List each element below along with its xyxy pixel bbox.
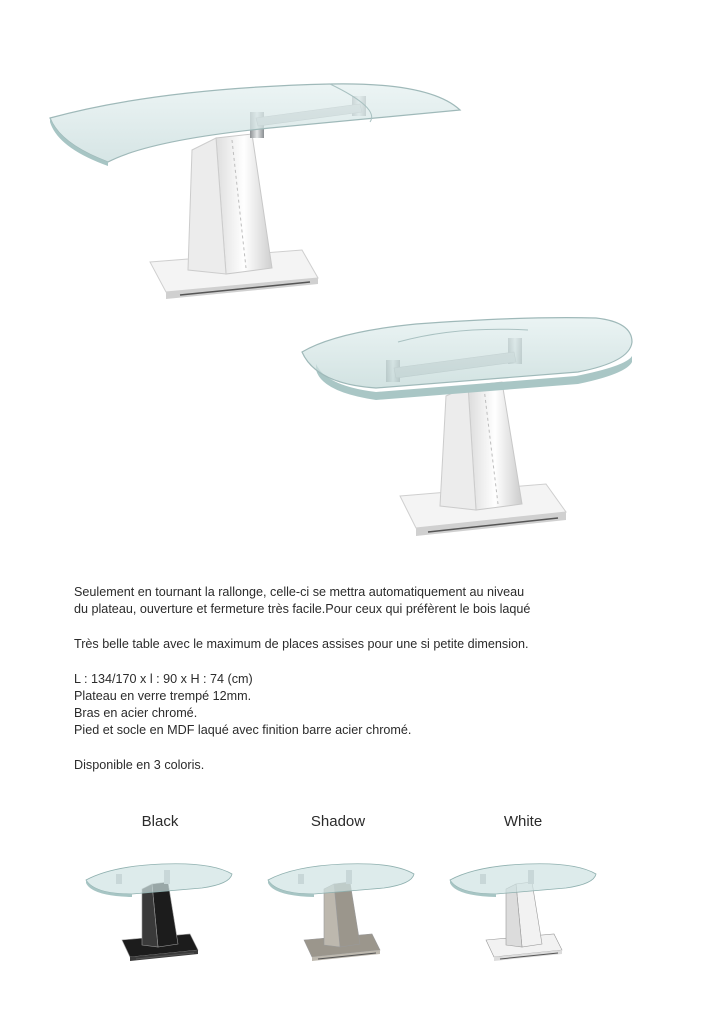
table-image-extended (296, 312, 646, 552)
color-label-white: White (503, 813, 543, 830)
description-line-1: Seulement en tournant la rallonge, celle-ci se mettra automatiquement au niveau (74, 585, 525, 599)
dimensions-text: L : 134/170 x l : 90 x H : 74 (cm) (74, 672, 253, 686)
color-thumbnail-black (82, 858, 240, 968)
table-image-closed (40, 78, 470, 318)
description-line-3: Très belle table avec le maximum de places assises pour une si petite dimension. (74, 637, 529, 651)
product-description (74, 584, 674, 774)
color-thumbnail-shadow (264, 858, 422, 968)
availability-text: Disponible en 3 coloris. (74, 758, 205, 772)
color-label-black: Black (141, 813, 179, 830)
spec-arm-text: Bras en acier chromé. (74, 706, 198, 720)
spec-base-text: Pied et socle en MDF laqué avec finition barre acier chromé. (74, 723, 412, 737)
color-thumbnail-white (446, 858, 604, 968)
spec-top-text: Plateau en verre trempé 12mm. (74, 689, 252, 703)
color-label-shadow: Shadow (310, 813, 366, 830)
description-line-2: du plateau, ouverture et fermeture très facile.Pour ceux qui préfèrent le bois laqué (74, 602, 531, 616)
